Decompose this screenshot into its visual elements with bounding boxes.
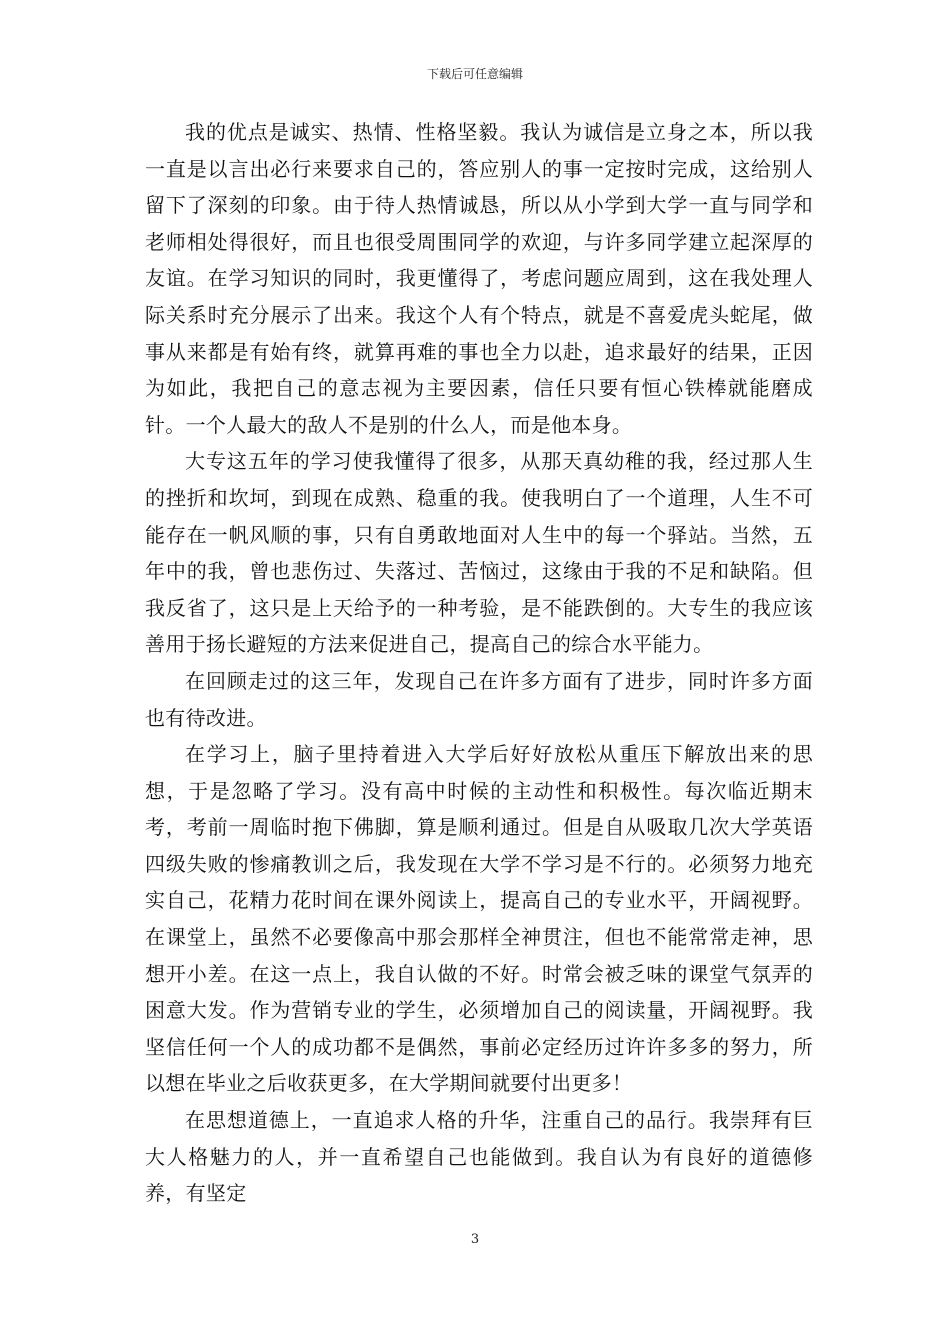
document-body — [145, 114, 813, 1212]
paragraph-study: 在学习上，脑子里持着进入大学后好好放松从重压下解放出来的思想，于是忽略了学习。没有高中时候的主动性和积极性。每次临近期末考，考前一周临时抱下佛脚，算是顺利通过。但是自从吸取几次大学英语四级失败的惨痛教训之后，我发现在大学不学习是不行的。必须努力地充实自己，花精力花时间在课外阅读上，提高自己的专业水平，开阔视野。在课堂上，虽然不必要像高中那会那样全神贯注，但也不能常常走神，思想开小差。在这一点上，我自认做的不好。时常会被乏味的课堂气氛弄的困意大发。作为营销专业的学生，必须增加自己的阅读量，开阔视野。我坚信任何一个人的成功都不是偶然，事前必定经历过许许多多的努力，所以想在毕业之后收获更多，在大学期间就要付出更多！ — [145, 742, 813, 1096]
paragraph-college-growth: 大专这五年的学习使我懂得了很多，从那天真幼稚的我，经过那人生的挫折和坎坷，到现在成熟、稳重的我。使我明白了一个道理，人生不可能存在一帆风顺的事，只有自勇敢地面对人生中的每一个驿站。当然，五年中的我，曾也悲伤过、失落过、苦恼过，这缘由于我的不足和缺陷。但我反省了，这只是上天给予的一种考验，是不能跌倒的。大专生的我应该善用于扬长避短的方法来促进自己，提高自己的综合水平能力。 — [145, 449, 813, 657]
paragraph-morality: 在思想道德上，一直追求人格的升华，注重自己的品行。我崇拜有巨大人格魅力的人，并一直希望自己也能做到。我自认为有良好的道德修养，有坚定 — [145, 1108, 813, 1206]
page-header: 下载后可任意编辑 — [426, 67, 523, 81]
paragraph-review: 在回顾走过的这三年，发现自己在许多方面有了进步，同时许多方面也有待改进。 — [145, 668, 813, 730]
paragraph-strengths: 我的优点是诚实、热情、性格坚毅。我认为诚信是立身之本，所以我一直是以言出必行来要求自己的，答应别人的事一定按时完成，这给别人留下了深刻的印象。由于待人热情诚恳，所以从小学到大学一直与同学和老师相处得很好，而且也很受周围同学的欢迎，与许多同学建立起深厚的友谊。在学习知识的同时，我更懂得了，考虑问题应周到，这在我处理人际关系时充分展示了出来。我这个人有个特点，就是不喜爱虎头蛇尾，做事从来都是有始有终，就算再难的事也全力以赴，追求最好的结果，正因为如此，我把自己的意志视为主要因素，信任只要有恒心铁棒就能磨成针。一个人最大的敌人不是别的什么人，而是他本身。 — [145, 120, 813, 437]
page-number: 3 — [470, 1232, 480, 1247]
